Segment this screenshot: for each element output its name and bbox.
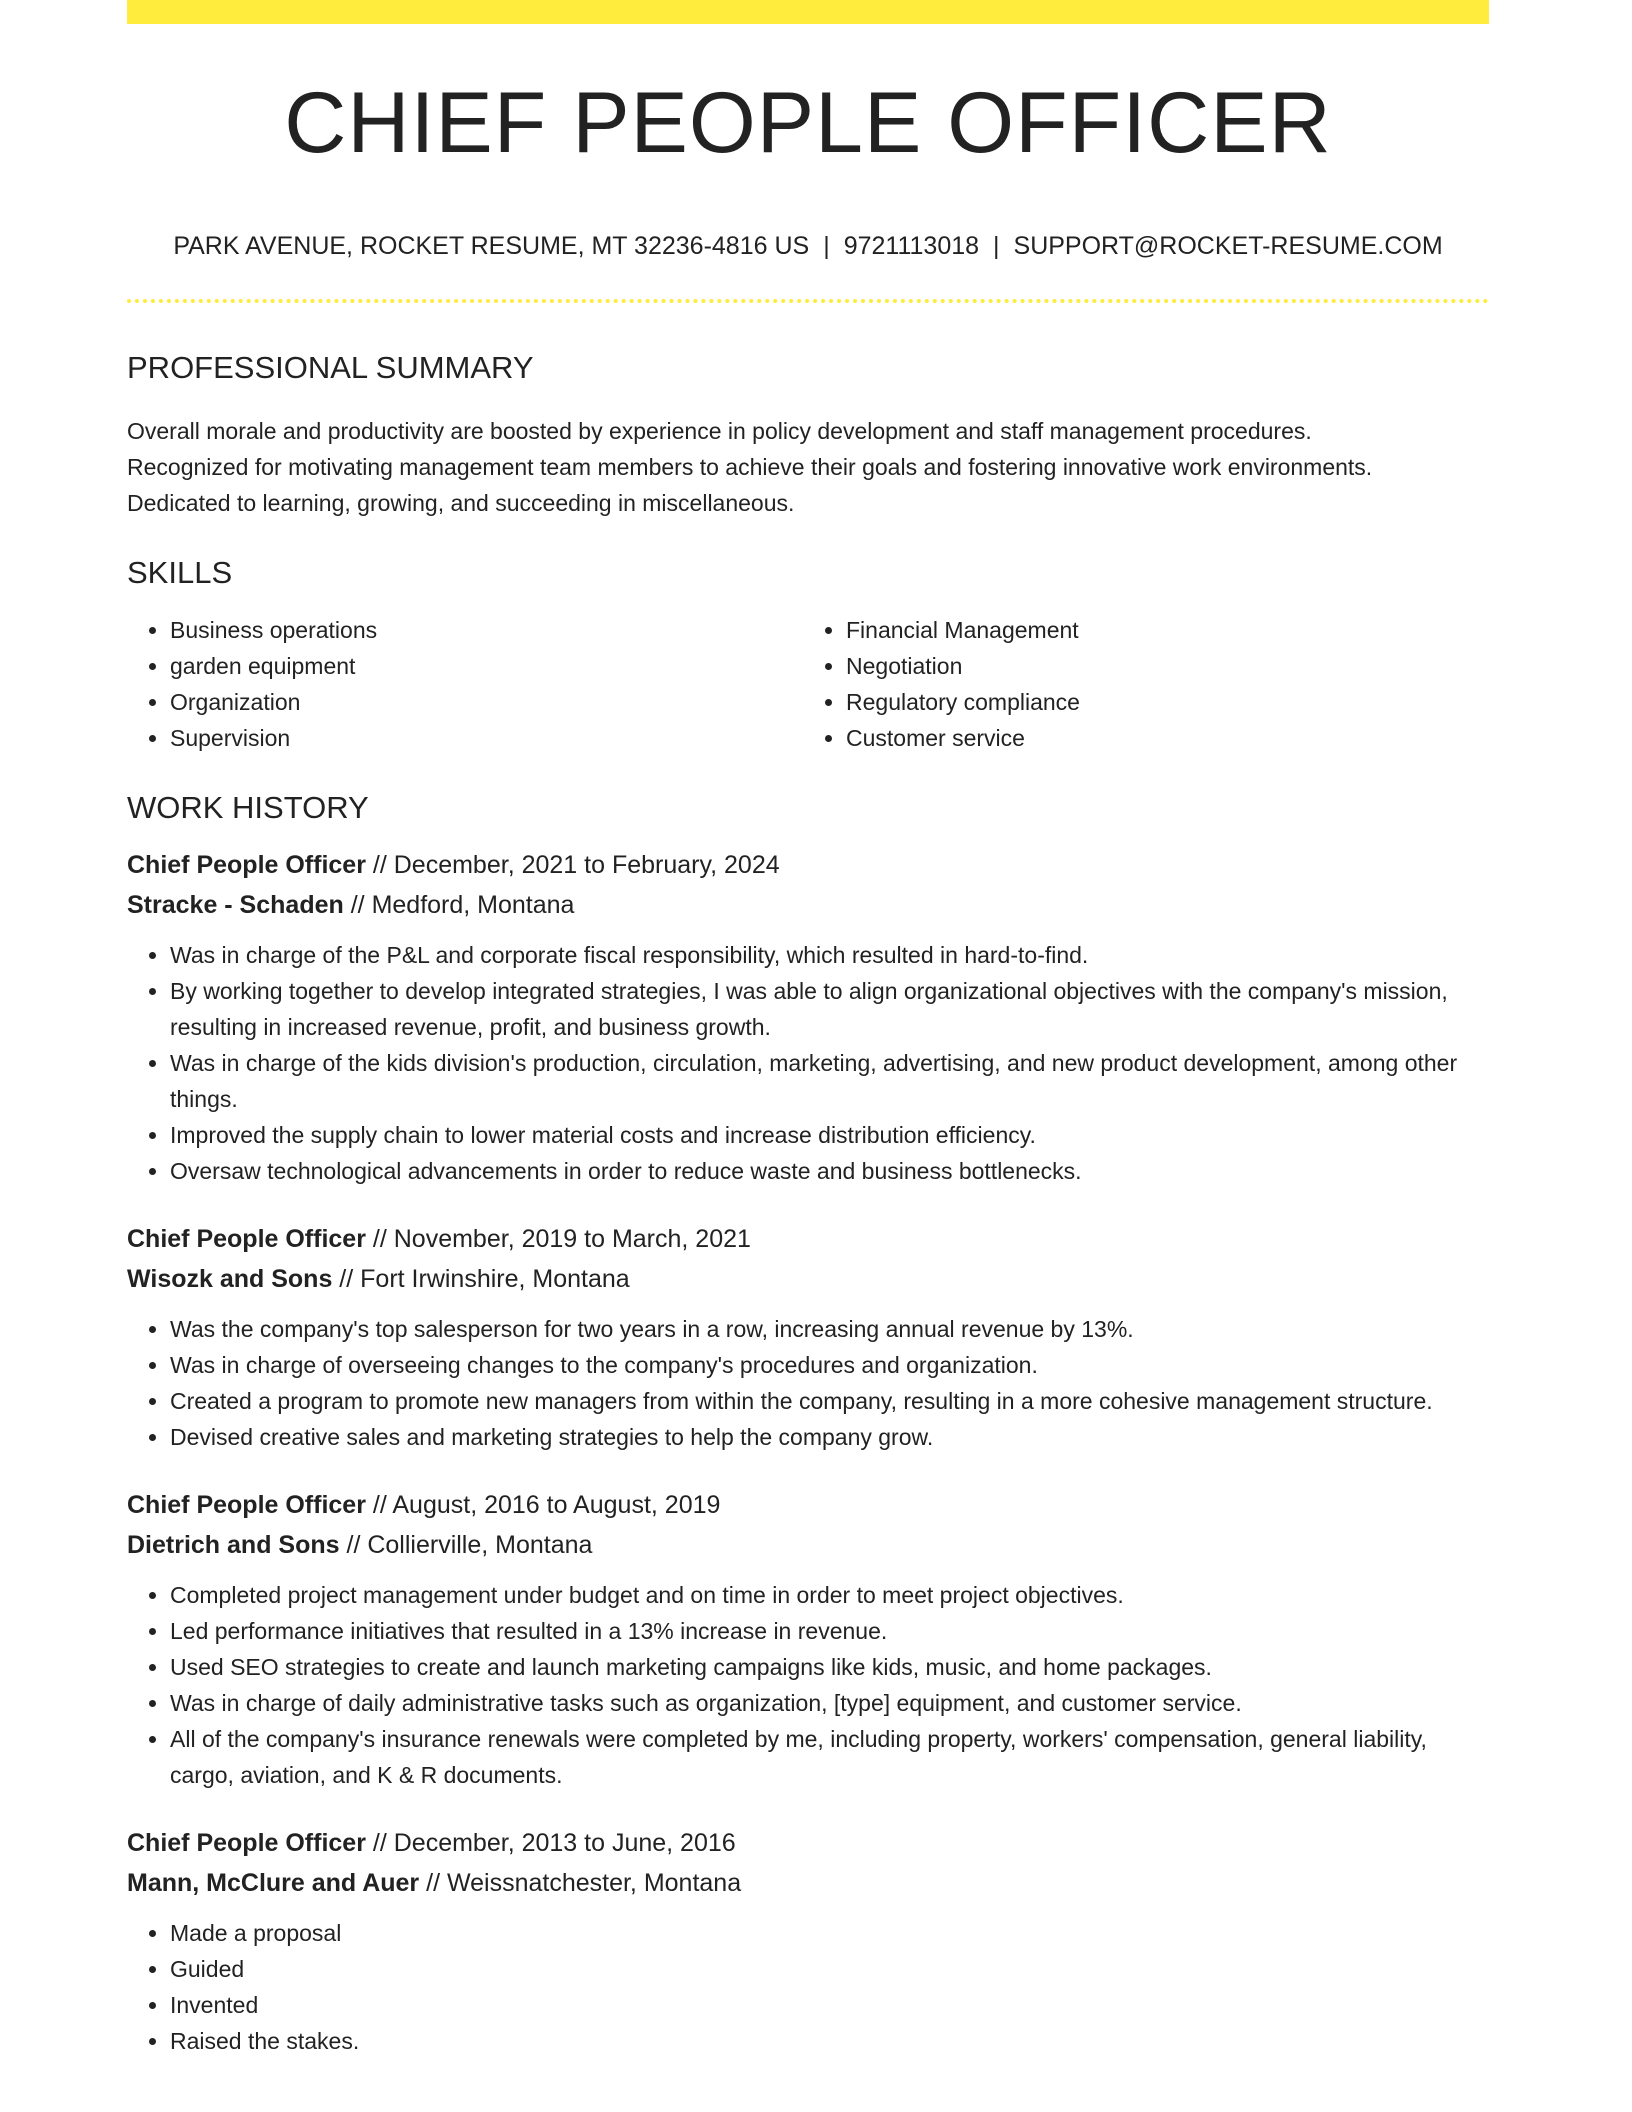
job-bullet: • Was in charge of overseeing changes to the company's procedures and organization. [170,1347,1489,1383]
job-company: Stracke - Schaden [127,891,344,919]
job-dates: November, 2019 to March, 2021 [393,1225,751,1253]
job-title-line [127,1823,1489,1863]
job-bullet: • Was the company's top salesperson for two years in a row, increasing annual revenue by 13%. [170,1311,1489,1347]
job-bullets [127,937,1489,1189]
job-location: Collierville, Montana [367,1531,593,1559]
job-title-line [127,845,1489,885]
job-entry [127,1823,1489,2059]
job-bullet: • All of the company's insurance renewals were completed by me, including property, workers' compensation, general liability, cargo, aviation, and K & R documents. [170,1721,1489,1793]
summary-line: Dedicated to learning, growing, and succeeding in miscellaneous. [127,490,795,516]
job-company-line [127,1525,1489,1565]
contact-phone: 9721113018 [843,232,980,260]
job-bullet: • Invented [170,1987,1489,2023]
job-bullet: • Used SEO strategies to create and launch marketing campaigns like kids, music, and home packages. [170,1649,1489,1685]
job-company: Dietrich and Sons [127,1531,340,1559]
job-title: Chief People Officer [127,1225,366,1253]
summary-heading: PROFESSIONAL SUMMARY [127,350,534,385]
job-entry [127,845,1489,1189]
job-bullet: • Oversaw technological advancements in order to reduce waste and business bottlenecks. [170,1153,1489,1189]
job-bullet: • Was in charge of the P&L and corporate fiscal responsibility, which resulted in hard-to-find. [170,937,1489,973]
skill-item: • Customer service [846,720,1479,756]
job-location: Fort Irwinshire, Montana [360,1265,630,1293]
skills-column-left [127,612,803,756]
skill-item: • garden equipment [170,648,803,684]
job-entry [127,1485,1489,1793]
skill-item: • Financial Management [846,612,1479,648]
job-bullet: • Made a proposal [170,1915,1489,1951]
summary-text [127,413,1489,521]
job-bullet: • Created a program to promote new managers from within the company, resulting in a more cohesive management structure. [170,1383,1489,1419]
dotted-divider [127,299,1489,303]
job-bullet: • Devised creative sales and marketing strategies to help the company grow. [170,1419,1489,1455]
job-dates: December, 2013 to June, 2016 [393,1829,736,1857]
job-bullet: • Raised the stakes. [170,2023,1489,2059]
job-bullet: • Completed project management under budget and on time in order to meet project objectives. [170,1577,1489,1613]
job-bullet: • Improved the supply chain to lower material costs and increase distribution efficiency. [170,1117,1489,1153]
skills-list [127,612,1489,756]
contact-separator: | [823,232,830,260]
job-bullets [127,1311,1489,1455]
job-entry [127,1219,1489,1455]
job-separator: // [339,1531,368,1559]
summary-line: Recognized for motivating management team members to achieve their goals and fostering innovative work environments. [127,454,1373,480]
skill-item: • Regulatory compliance [846,684,1479,720]
job-dates: December, 2021 to February, 2024 [393,851,780,879]
job-bullets [127,1577,1489,1793]
job-title: Chief People Officer [127,1491,366,1519]
skill-item: • Organization [170,684,803,720]
job-bullet: • Was in charge of daily administrative tasks such as organization, [type] equipment, and customer service. [170,1685,1489,1721]
work-history-heading: WORK HISTORY [127,790,369,825]
job-bullet: • Was in charge of the kids division's production, circulation, marketing, advertising, and new product development, among other things. [170,1045,1489,1117]
skill-item: • Business operations [170,612,803,648]
job-title-line [127,1485,1489,1525]
job-separator: // [332,1265,361,1293]
job-dates: August, 2016 to August, 2019 [392,1491,721,1519]
job-separator: // [365,851,394,879]
skills-heading: SKILLS [127,555,233,590]
skill-item: • Negotiation [846,648,1479,684]
skill-item: • Supervision [170,720,803,756]
job-bullet: • Led performance initiatives that resulted in a 13% increase in revenue. [170,1613,1489,1649]
job-location: Medford, Montana [371,891,575,919]
job-bullets [127,1915,1489,2059]
job-title: Chief People Officer [127,1829,366,1857]
job-bullet: • By working together to develop integrated strategies, I was able to align organizational objectives with the company's mission, resulting in increased revenue, profit, and business growth. [170,973,1489,1045]
contact-line [127,234,1489,259]
job-separator: // [365,1829,394,1857]
top-accent-bar [127,0,1489,24]
summary-line: Overall morale and productivity are boosted by experience in policy development and staff management procedures. [127,418,1312,444]
job-company-line [127,1863,1489,1903]
job-title: Chief People Officer [127,851,366,879]
skills-column-right [803,612,1479,756]
job-company-line [127,1259,1489,1299]
resume-name: CHIEF PEOPLE OFFICER [284,75,1332,171]
job-separator: // [419,1869,447,1897]
job-company: Mann, McClure and Auer [127,1869,420,1897]
job-company: Wisozk and Sons [127,1265,333,1293]
resume-page [127,0,1489,2059]
job-separator: // [343,891,372,919]
contact-address: PARK AVENUE, ROCKET RESUME, MT 32236-4816 US [173,232,810,260]
job-title-line [127,1219,1489,1259]
job-company-line [127,885,1489,925]
job-bullet: • Guided [170,1951,1489,1987]
job-separator: // [365,1491,393,1519]
contact-separator: | [993,232,1000,260]
contact-email: SUPPORT@ROCKET-RESUME.COM [1013,232,1443,260]
job-location: Weissnatchester, Montana [446,1869,742,1897]
job-separator: // [365,1225,394,1253]
